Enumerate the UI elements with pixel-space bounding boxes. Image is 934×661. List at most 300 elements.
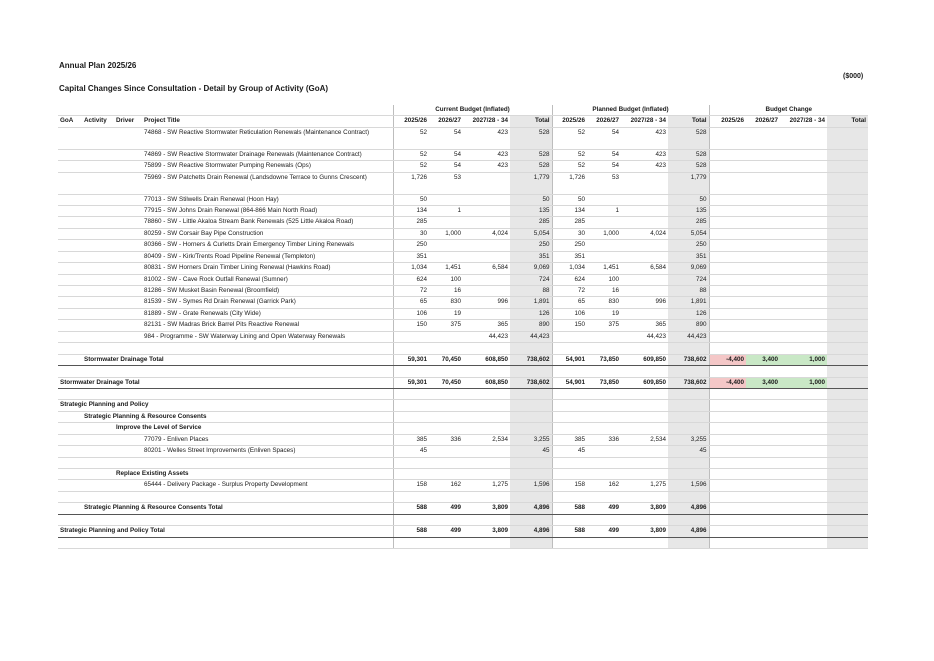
- empty-cell: [510, 388, 552, 399]
- value-cell: 73,850: [587, 377, 621, 388]
- change-cell: [827, 194, 868, 205]
- capital-changes-table: [58, 105, 868, 549]
- change-cell: [746, 263, 780, 274]
- change-cell: [827, 228, 868, 239]
- value-cell: [429, 251, 463, 262]
- value-cell: [463, 251, 510, 262]
- activity-cell: [82, 240, 114, 251]
- change-cell: [827, 161, 868, 172]
- value-cell: 65: [552, 297, 587, 308]
- empty-cell: [709, 469, 746, 480]
- value-cell: [587, 194, 621, 205]
- project-title: 81286 - SW Musket Basin Renewal (Broomfield): [142, 286, 393, 297]
- empty-cell: [709, 537, 746, 548]
- value-cell: 365: [463, 320, 510, 331]
- value-cell: 100: [429, 274, 463, 285]
- value-cell: 250: [393, 240, 429, 251]
- change-cell: [780, 228, 827, 239]
- value-cell: 4,896: [510, 526, 552, 537]
- value-cell: 528: [510, 127, 552, 149]
- value-cell: 830: [587, 297, 621, 308]
- empty-cell: [621, 343, 668, 354]
- change-cell: [709, 274, 746, 285]
- value-cell: [429, 446, 463, 457]
- empty-cell: [429, 514, 463, 525]
- change-cell: [746, 240, 780, 251]
- activity-cell: [82, 297, 114, 308]
- value-cell: [463, 205, 510, 216]
- activity-cell: [82, 308, 114, 319]
- change-cell: [709, 503, 746, 514]
- value-cell: 44,423: [668, 331, 709, 342]
- value-cell: [552, 331, 587, 342]
- table-row: [58, 161, 868, 172]
- value-cell: 1,779: [510, 172, 552, 194]
- change-cell: [746, 251, 780, 262]
- value-cell: 336: [587, 434, 621, 445]
- empty-cell: [82, 457, 114, 468]
- empty-cell: [552, 400, 587, 411]
- value-cell: 54: [587, 149, 621, 160]
- change-cell: [709, 205, 746, 216]
- value-cell: 53: [587, 172, 621, 194]
- value-cell: 738,602: [510, 377, 552, 388]
- change-cell: [709, 480, 746, 491]
- empty-cell: [393, 491, 429, 502]
- value-cell: [621, 240, 668, 251]
- change-cell: [709, 331, 746, 342]
- empty-cell: [510, 411, 552, 422]
- change-cell: [827, 240, 868, 251]
- table-row: [58, 274, 868, 285]
- change-cell: [746, 503, 780, 514]
- value-cell: 158: [393, 480, 429, 491]
- year-header: Total: [827, 116, 868, 127]
- section-label-row: [58, 400, 868, 411]
- project-title: 65444 - Delivery Package - Surplus Property Development: [142, 480, 393, 491]
- empty-cell: [668, 423, 709, 434]
- driver-cell: [114, 320, 142, 331]
- value-cell: 890: [510, 320, 552, 331]
- header-spacer: [58, 105, 393, 116]
- change-cell: [780, 320, 827, 331]
- total-row: [58, 526, 868, 537]
- empty-cell: [780, 469, 827, 480]
- value-cell: 50: [668, 194, 709, 205]
- value-cell: 106: [393, 308, 429, 319]
- empty-cell: [142, 343, 393, 354]
- value-cell: 59,301: [393, 354, 429, 365]
- value-cell: 1,451: [429, 263, 463, 274]
- empty-cell: [510, 457, 552, 468]
- value-cell: 158: [552, 480, 587, 491]
- value-cell: 1,034: [552, 263, 587, 274]
- value-cell: 16: [429, 286, 463, 297]
- change-cell: [827, 320, 868, 331]
- empty-cell: [827, 400, 868, 411]
- driver-cell: [114, 251, 142, 262]
- value-cell: 5,054: [668, 228, 709, 239]
- value-cell: [621, 172, 668, 194]
- value-cell: 250: [552, 240, 587, 251]
- change-cell: [709, 194, 746, 205]
- value-cell: [463, 274, 510, 285]
- empty-cell: [746, 514, 780, 525]
- empty-cell: [429, 491, 463, 502]
- change-cell: [780, 446, 827, 457]
- empty-cell: [668, 411, 709, 422]
- change-cell: [780, 194, 827, 205]
- value-cell: 54: [429, 127, 463, 149]
- empty-cell: [510, 537, 552, 548]
- empty-cell: [709, 343, 746, 354]
- value-cell: 588: [393, 526, 429, 537]
- driver-cell: [114, 263, 142, 274]
- change-cell: [709, 149, 746, 160]
- value-cell: 385: [393, 434, 429, 445]
- value-cell: 5,054: [510, 228, 552, 239]
- empty-cell: [429, 537, 463, 548]
- driver-cell: [114, 446, 142, 457]
- table-row: [58, 194, 868, 205]
- activity-cell: [82, 127, 114, 149]
- goa-cell: [58, 149, 82, 160]
- value-cell: [621, 194, 668, 205]
- change-cell: [709, 161, 746, 172]
- empty-cell: [587, 400, 621, 411]
- empty-cell: [780, 388, 827, 399]
- change-cell: [709, 240, 746, 251]
- value-cell: 65: [393, 297, 429, 308]
- empty-cell: [58, 423, 82, 434]
- value-cell: 588: [393, 503, 429, 514]
- empty-cell: [621, 514, 668, 525]
- goa-cell: [58, 297, 82, 308]
- year-header: 2025/26: [709, 116, 746, 127]
- driver-cell: [114, 149, 142, 160]
- value-cell: 54,901: [552, 377, 587, 388]
- change-cell: [780, 240, 827, 251]
- empty-cell: [58, 457, 82, 468]
- table-row: [58, 172, 868, 194]
- header-column-row: [58, 116, 868, 127]
- empty-cell: [621, 457, 668, 468]
- blank-row: [58, 343, 868, 354]
- empty-cell: [709, 491, 746, 502]
- empty-cell: [780, 514, 827, 525]
- value-cell: 285: [552, 217, 587, 228]
- driver-cell: [114, 297, 142, 308]
- value-cell: [463, 194, 510, 205]
- empty-cell: [58, 514, 82, 525]
- value-cell: 88: [510, 286, 552, 297]
- empty-cell: [552, 457, 587, 468]
- value-cell: 70,450: [429, 377, 463, 388]
- table-row: [58, 205, 868, 216]
- empty-cell: [142, 388, 393, 399]
- empty-cell: [780, 457, 827, 468]
- change-cell: [746, 228, 780, 239]
- driver-cell: [114, 161, 142, 172]
- value-cell: 499: [429, 503, 463, 514]
- activity-cell: [82, 320, 114, 331]
- empty-cell: [393, 423, 429, 434]
- empty-cell: [82, 388, 114, 399]
- empty-cell: [463, 457, 510, 468]
- value-cell: 351: [393, 251, 429, 262]
- project-title: 82131 - SW Madras Brick Barrel Pits Reactive Renewal: [142, 320, 393, 331]
- empty-cell: [552, 514, 587, 525]
- change-cell: [780, 308, 827, 319]
- year-header: 2027/28 - 34: [621, 116, 668, 127]
- goa-cell: [58, 274, 82, 285]
- project-title: 75899 - SW Reactive Stormwater Pumping Renewals (Ops): [142, 161, 393, 172]
- value-cell: 134: [393, 205, 429, 216]
- change-cell: [746, 161, 780, 172]
- empty-cell: [142, 366, 393, 377]
- empty-cell: [429, 400, 463, 411]
- value-cell: 609,850: [621, 377, 668, 388]
- empty-cell: [142, 537, 393, 548]
- value-cell: 54: [587, 127, 621, 149]
- change-cell: [709, 308, 746, 319]
- empty-cell: [668, 388, 709, 399]
- table-row: [58, 149, 868, 160]
- change-cell: [827, 205, 868, 216]
- goa-cell: [58, 251, 82, 262]
- empty-cell: [463, 423, 510, 434]
- change-cell: 3,400: [746, 354, 780, 365]
- change-cell: [746, 286, 780, 297]
- value-cell: 6,584: [463, 263, 510, 274]
- empty-cell: [668, 514, 709, 525]
- empty-cell: [463, 537, 510, 548]
- value-cell: [587, 446, 621, 457]
- goa-cell: [58, 480, 82, 491]
- goa-cell: [58, 320, 82, 331]
- value-cell: 1,275: [621, 480, 668, 491]
- empty-cell: [746, 491, 780, 502]
- activity-cell: [82, 331, 114, 342]
- project-title: 80409 - SW - Kirk/Trents Road Pipeline Renewal (Templeton): [142, 251, 393, 262]
- goa-cell: [58, 331, 82, 342]
- value-cell: 106: [552, 308, 587, 319]
- driver-cell: [114, 172, 142, 194]
- driver-cell: [114, 205, 142, 216]
- goa-cell: [58, 228, 82, 239]
- section-label: Improve the Level of Service: [114, 423, 393, 434]
- empty-cell: [709, 411, 746, 422]
- value-cell: 2,534: [621, 434, 668, 445]
- change-cell: -4,400: [709, 354, 746, 365]
- goa-cell: [58, 263, 82, 274]
- empty-cell: [429, 469, 463, 480]
- empty-cell: [552, 388, 587, 399]
- value-cell: 528: [510, 149, 552, 160]
- empty-cell: [827, 457, 868, 468]
- change-cell: [780, 263, 827, 274]
- year-header: 2027/28 - 34: [780, 116, 827, 127]
- project-title: 80366 - SW - Horners & Curletts Drain Emergency Timber Lining Renewals: [142, 240, 393, 251]
- value-cell: 54: [429, 161, 463, 172]
- value-cell: [429, 331, 463, 342]
- activity-header: Activity: [82, 116, 114, 127]
- planned-budget-header: Planned Budget (Inflated): [552, 105, 709, 116]
- header-group-row: [58, 105, 868, 116]
- empty-cell: [393, 411, 429, 422]
- empty-cell: [82, 491, 114, 502]
- empty-cell: [82, 423, 114, 434]
- value-cell: 50: [510, 194, 552, 205]
- empty-cell: [746, 457, 780, 468]
- empty-cell: [463, 514, 510, 525]
- project-title: 77079 - Enliven Places: [142, 434, 393, 445]
- value-cell: 54: [587, 161, 621, 172]
- driver-cell: [114, 434, 142, 445]
- table-row: [58, 240, 868, 251]
- empty-cell: [82, 537, 114, 548]
- empty-cell: [587, 423, 621, 434]
- value-cell: 45: [393, 446, 429, 457]
- current-budget-header: Current Budget (Inflated): [393, 105, 552, 116]
- value-cell: 365: [621, 320, 668, 331]
- change-cell: [746, 274, 780, 285]
- value-cell: 285: [668, 217, 709, 228]
- empty-cell: [393, 400, 429, 411]
- value-cell: 351: [510, 251, 552, 262]
- value-cell: 738,602: [510, 354, 552, 365]
- empty-cell: [429, 388, 463, 399]
- empty-cell: [827, 537, 868, 548]
- empty-cell: [393, 457, 429, 468]
- empty-cell: [393, 469, 429, 480]
- empty-cell: [668, 491, 709, 502]
- empty-cell: [746, 366, 780, 377]
- change-cell: [780, 217, 827, 228]
- table-row: [58, 127, 868, 149]
- activity-cell: [82, 251, 114, 262]
- driver-cell: [114, 480, 142, 491]
- value-cell: 624: [393, 274, 429, 285]
- value-cell: 3,809: [463, 526, 510, 537]
- change-cell: [827, 251, 868, 262]
- activity-cell: [82, 263, 114, 274]
- empty-cell: [587, 411, 621, 422]
- activity-cell: [82, 446, 114, 457]
- value-cell: 499: [587, 503, 621, 514]
- value-cell: 423: [463, 127, 510, 149]
- section-label: Replace Existing Assets: [114, 469, 393, 480]
- change-cell: [827, 434, 868, 445]
- goa-cell: [58, 308, 82, 319]
- value-cell: 528: [510, 161, 552, 172]
- empty-cell: [463, 491, 510, 502]
- empty-cell: [114, 537, 142, 548]
- value-cell: 1,891: [668, 297, 709, 308]
- empty-cell: [709, 366, 746, 377]
- value-cell: 3,809: [463, 503, 510, 514]
- value-cell: 52: [552, 161, 587, 172]
- empty-cell: [58, 537, 82, 548]
- report-subtitle: Capital Changes Since Consultation - Detail by Group of Activity (GoA): [59, 84, 329, 93]
- empty-cell: [746, 423, 780, 434]
- value-cell: 738,602: [668, 354, 709, 365]
- empty-cell: [114, 343, 142, 354]
- empty-cell: [114, 491, 142, 502]
- page-title: Annual Plan 2025/26: [59, 61, 137, 70]
- change-cell: [746, 308, 780, 319]
- empty-cell: [587, 514, 621, 525]
- empty-cell: [668, 366, 709, 377]
- value-cell: 4,024: [463, 228, 510, 239]
- empty-cell: [58, 469, 82, 480]
- value-cell: 588: [552, 526, 587, 537]
- blank-row: [58, 537, 868, 548]
- empty-cell: [668, 457, 709, 468]
- value-cell: 250: [510, 240, 552, 251]
- empty-cell: [746, 343, 780, 354]
- value-cell: 162: [429, 480, 463, 491]
- change-cell: [709, 526, 746, 537]
- value-cell: [621, 217, 668, 228]
- total-label: Stormwater Drainage Total: [58, 377, 393, 388]
- empty-cell: [668, 469, 709, 480]
- table-row: [58, 297, 868, 308]
- empty-cell: [429, 411, 463, 422]
- empty-cell: [827, 423, 868, 434]
- value-cell: 996: [621, 297, 668, 308]
- change-cell: [746, 217, 780, 228]
- value-cell: 375: [587, 320, 621, 331]
- change-cell: [827, 286, 868, 297]
- value-cell: 609,850: [621, 354, 668, 365]
- project-title: 74868 - SW Reactive Stormwater Reticulation Renewals (Maintenance Contract): [142, 127, 393, 149]
- change-cell: [709, 263, 746, 274]
- change-cell: -4,400: [709, 377, 746, 388]
- project-title: 77915 - SW Johns Drain Renewal (864-866 Main North Road): [142, 205, 393, 216]
- value-cell: 499: [429, 526, 463, 537]
- empty-cell: [621, 411, 668, 422]
- empty-cell: [510, 514, 552, 525]
- value-cell: 285: [510, 217, 552, 228]
- change-cell: [827, 503, 868, 514]
- value-cell: 3,809: [621, 526, 668, 537]
- empty-cell: [746, 537, 780, 548]
- change-cell: [780, 331, 827, 342]
- change-cell: [746, 297, 780, 308]
- driver-cell: [114, 286, 142, 297]
- empty-cell: [746, 388, 780, 399]
- table-row: [58, 263, 868, 274]
- value-cell: 423: [463, 161, 510, 172]
- empty-cell: [827, 366, 868, 377]
- value-cell: 285: [393, 217, 429, 228]
- value-cell: 162: [587, 480, 621, 491]
- change-cell: [780, 526, 827, 537]
- empty-cell: [780, 366, 827, 377]
- empty-cell: [621, 400, 668, 411]
- empty-cell: [510, 366, 552, 377]
- value-cell: [587, 217, 621, 228]
- empty-cell: [463, 366, 510, 377]
- change-cell: [827, 297, 868, 308]
- change-cell: [709, 127, 746, 149]
- empty-cell: [463, 343, 510, 354]
- empty-cell: [510, 343, 552, 354]
- value-cell: [429, 194, 463, 205]
- goa-cell: [58, 194, 82, 205]
- change-cell: [780, 503, 827, 514]
